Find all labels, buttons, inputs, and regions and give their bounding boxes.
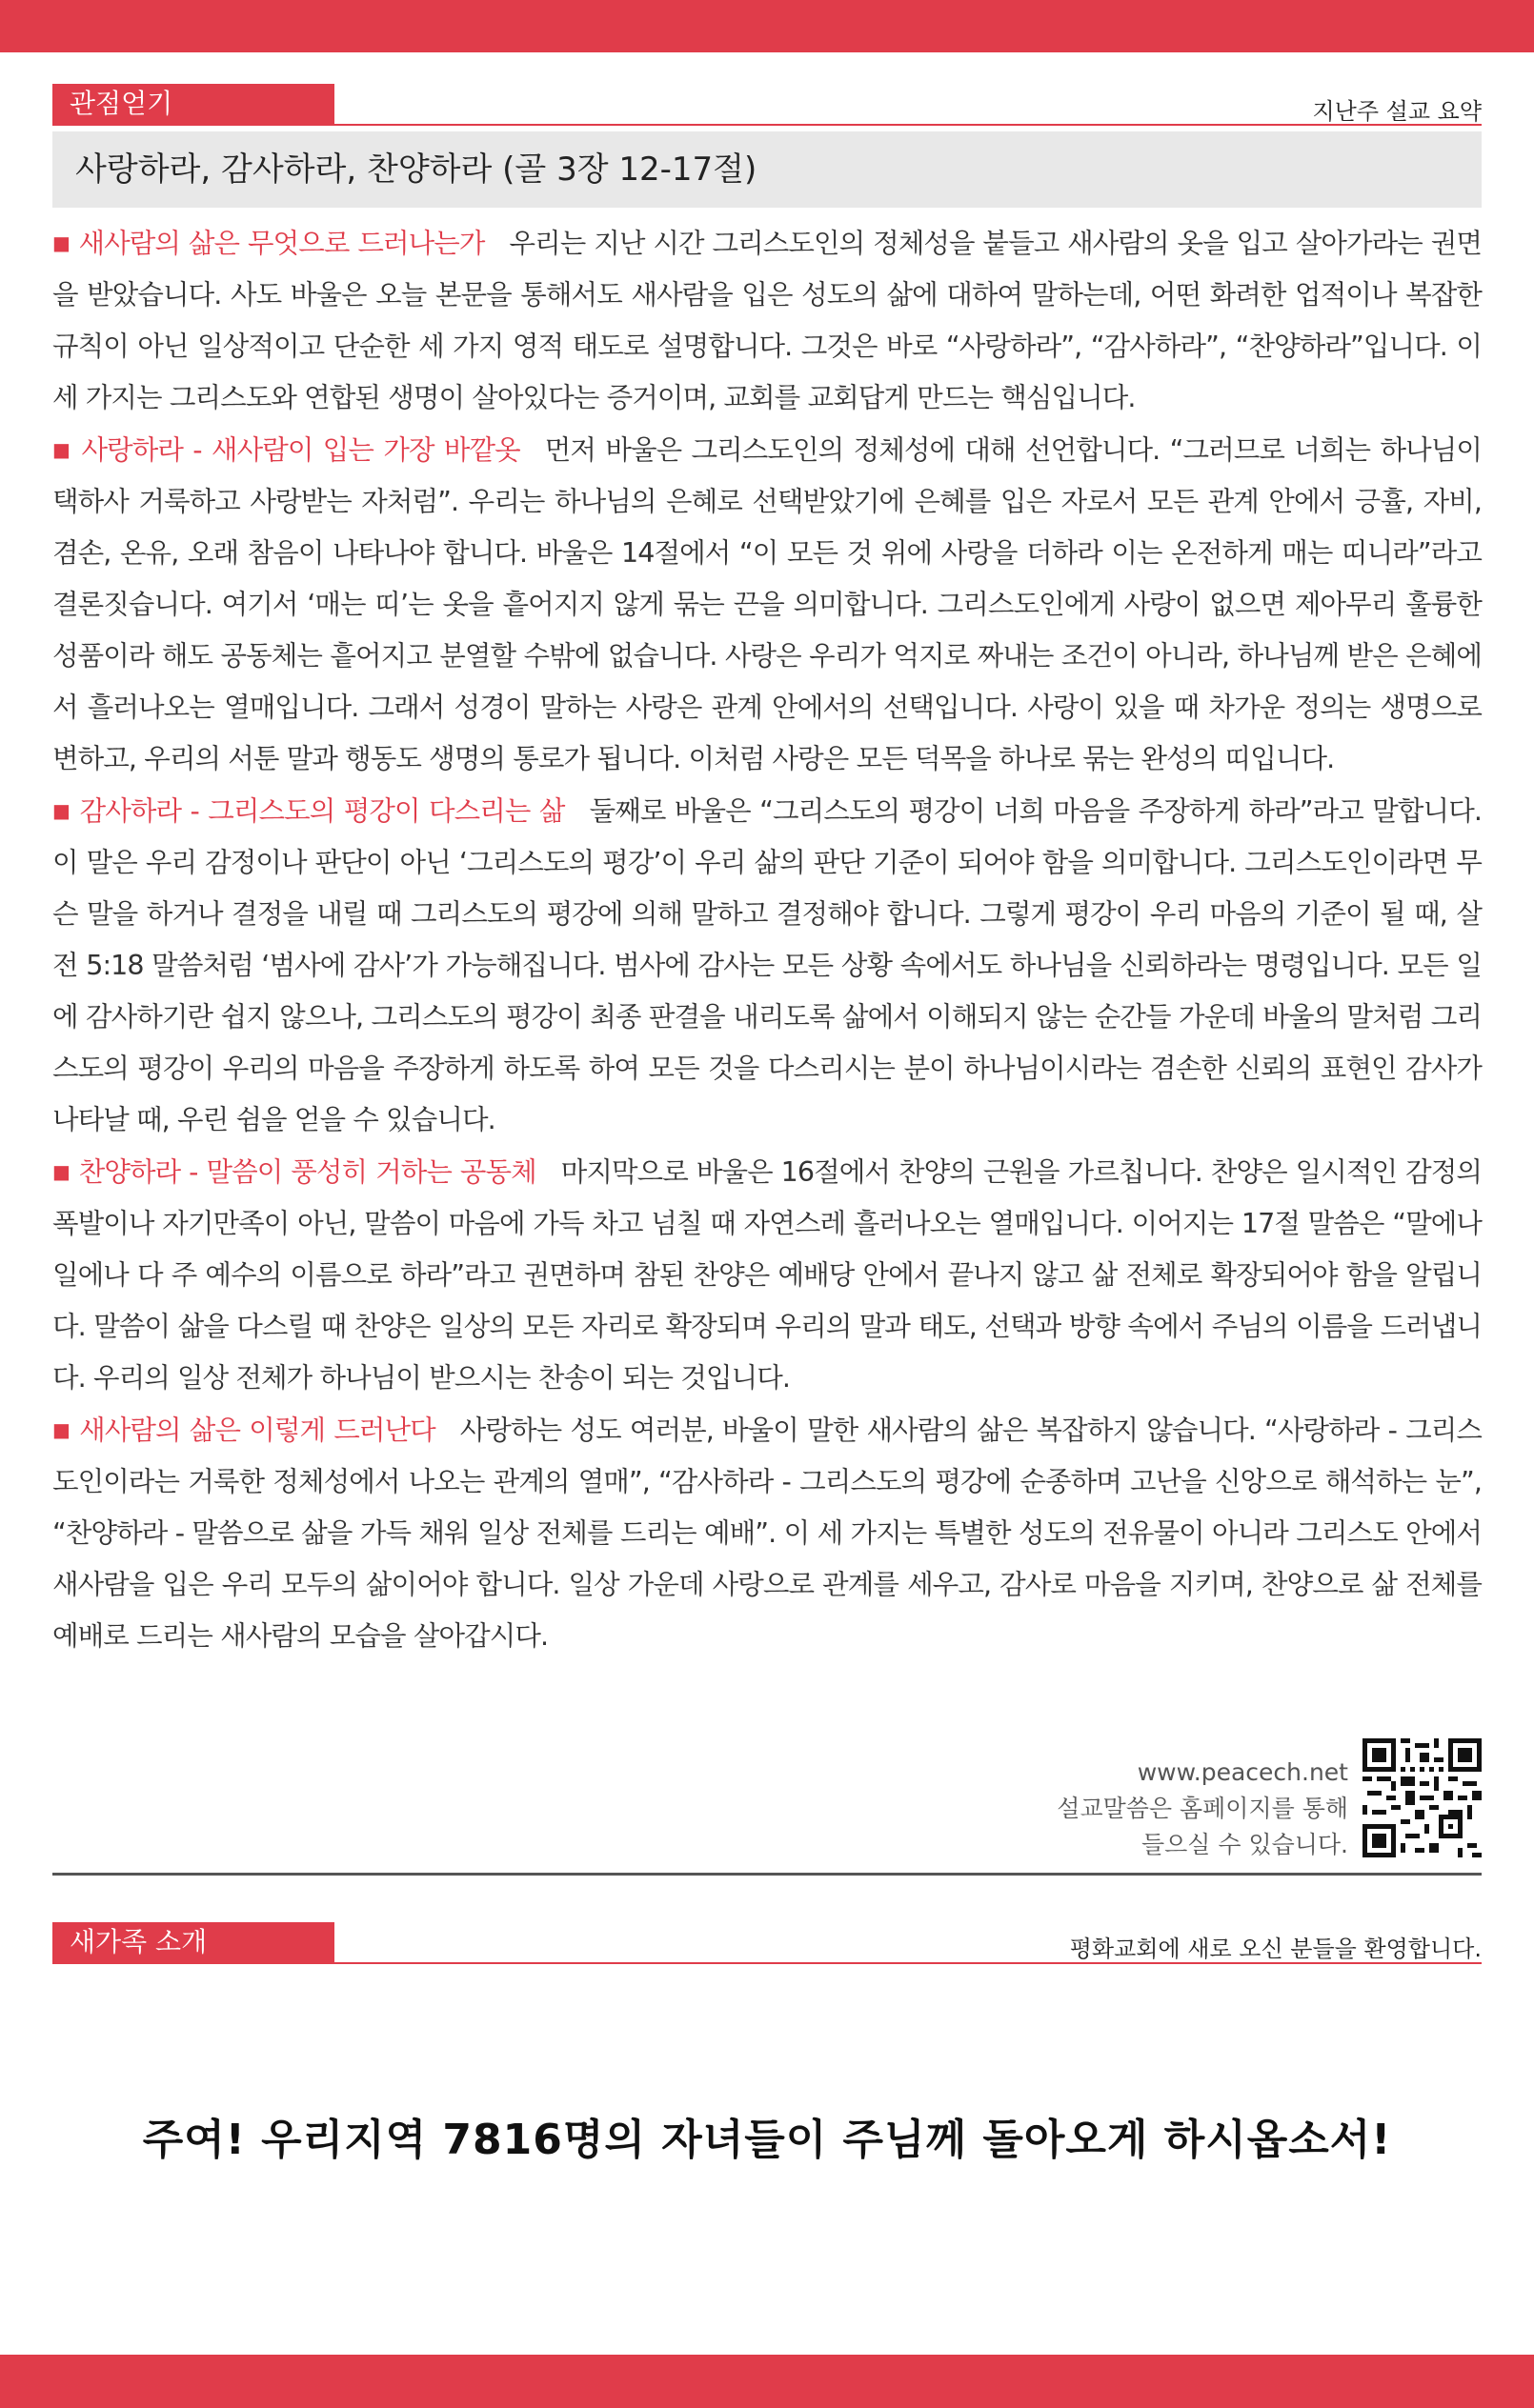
top-decorative-bar xyxy=(0,0,1534,52)
paragraph-text: 먼저 바울은 그리스도인의 정체성에 대해 선언합니다. “그러므로 너희는 하나님이 택하사 거룩하고 사랑받는 자처럼”. 우리는 하나님의 은혜로 선택받았기에 은혜를 입은 자로서 모든 관계 안에서 긍휼, 자비, 겸손, 온유, 오래 참음이 나타나야 합니다. 바울은 14절에서 “이 모든 것 위에 사랑을 더하라 이는 온전하게 매는 띠니라”라고 결론짓습니다. 여기서 ‘매는 띠’는 옷을 흩어지지 않게 묶는 끈을 의미합니다. 그리스도인에게 사랑이 없으면 제아무리 훌륭한 성품이라 해도 공동체는 흩어지고 분열할 수밖에 없습니다. 사랑은 우리가 억지로 짜내는 조건이 아니라, 하나님께 받은 은혜에서 흘러나오는 열매입니다. 그래서 성경이 말하는 사랑은 관계 안에서의 선택입니다. 사랑이 있을 때 차가운 정의는 생명으로 변하고, 우리의 서툰 말과 행동도 생명의 통로가 됩니다. 이처럼 사랑은 모든 덕목을 하나로 묶는 완성의 띠입니다. xyxy=(52,434,1482,774)
sermon-body xyxy=(52,217,1482,1662)
website-info xyxy=(1057,1755,1348,1863)
paragraph-heading: 새사람의 삶은 이렇게 드러난다 xyxy=(79,1415,435,1446)
website-link[interactable]: www.peacech.net xyxy=(1137,1758,1348,1786)
paragraph-heading: 감사하라 - 그리스도의 평강이 다스리는 삶 xyxy=(79,795,565,827)
sermon-title: 사랑하라, 감사하라, 찬양하라 (골 3장 12-17절) xyxy=(52,131,1482,208)
bullet-icon: ■ xyxy=(52,799,71,822)
bottom-decorative-bar xyxy=(0,2355,1534,2408)
sermon-section-tab: 관점얻기 xyxy=(52,84,334,124)
newcomer-section-subtitle: 평화교회에 새로 오신 분들을 환영합니다. xyxy=(1069,1936,1482,1962)
bullet-icon: ■ xyxy=(52,1418,71,1441)
sermon-paragraph xyxy=(52,1146,1482,1404)
qr-code-icon[interactable] xyxy=(1362,1738,1482,1857)
sermon-section-line xyxy=(52,124,1482,126)
sermon-paragraph xyxy=(52,1404,1482,1662)
sermon-paragraph xyxy=(52,785,1482,1146)
bullet-icon: ■ xyxy=(52,231,71,254)
paragraph-text: 우리는 지난 시간 그리스도인의 정체성을 붙들고 새사람의 옷을 입고 살아가라는 권면을 받았습니다. 사도 바울은 오늘 본문을 통해서도 새사람을 입은 성도의 삶에 대하여 말하는데, 어떤 화려한 업적이나 복잡한 규칙이 아닌 일상적이고 단순한 세 가지 영적 태도로 설명합니다. 그것은 바로 “사랑하라”, “감사하라”, “찬양하라”입니다. 이 세 가지는 그리스도와 연합된 생명이 살아있다는 증거이며, 교회를 교회답게 만드는 핵심입니다. xyxy=(52,228,1482,413)
bullet-icon: ■ xyxy=(52,1160,71,1183)
sermon-section-subtitle: 지난주 설교 요약 xyxy=(1312,98,1482,125)
paragraph-text: 마지막으로 바울은 16절에서 찬양의 근원을 가르칩니다. 찬양은 일시적인 감정의 폭발이나 자기만족이 아닌, 말씀이 마음에 가득 차고 넘칠 때 자연스레 흘러나오는 열매입니다. 이어지는 17절 말씀은 “말에나 일에나 다 주 예수의 이름으로 하라”라고 권면하며 참된 찬양은 예배당 안에서 끝나지 않고 삶 전체로 확장되어야 함을 알립니다. 말씀이 삶을 다스릴 때 찬양은 일상의 모든 자리로 확장되며 우리의 말과 태도, 선택과 방향 속에서 주님의 이름을 드러냅니다. 우리의 일상 전체가 하나님이 받으시는 찬송이 되는 것입니다. xyxy=(52,1156,1482,1394)
section-divider xyxy=(52,1873,1482,1876)
bullet-icon: ■ xyxy=(52,438,72,461)
prayer-banner: 주여! 우리지역 7816명의 자녀들이 주님께 돌아오게 하시옵소서! xyxy=(142,2116,1392,2164)
sermon-paragraph xyxy=(52,217,1482,424)
paragraph-text: 둘째로 바울은 “그리스도의 평강이 너희 마음을 주장하게 하라”라고 말합니다. 이 말은 우리 감정이나 판단이 아닌 ‘그리스도의 평강’이 우리 삶의 판단 기준이 되어야 함을 의미합니다. 그리스도인이라면 무슨 말을 하거나 결정을 내릴 때 그리스도의 평강에 의해 말하고 결정해야 합니다. 그렇게 평강이 우리 마음의 기준이 될 때, 살전 5:18 말씀처럼 ‘범사에 감사’가 가능해집니다. 범사에 감사는 모든 상황 속에서도 하나님을 신뢰하라는 명령입니다. 모든 일에 감사하기란 쉽지 않으나, 그리스도의 평강이 최종 판결을 내리도록 삶에서 이해되지 않는 순간들 가운데 바울의 말처럼 그리스도의 평강이 우리의 마음을 주장하게 하도록 하여 모든 것을 다스리시는 분이 하나님이시라는 겸손한 신뢰의 표현인 감사가 나타날 때, 우린 쉼을 얻을 수 있습니다. xyxy=(52,795,1482,1135)
sermon-paragraph xyxy=(52,424,1482,785)
newcomer-section-tab: 새가족 소개 xyxy=(52,1922,334,1962)
website-note-line1: 설교말씀은 홈페이지를 통해 xyxy=(1057,1795,1348,1822)
paragraph-heading: 사랑하라 - 새사람이 입는 가장 바깥옷 xyxy=(81,434,520,466)
paragraph-heading: 찬양하라 - 말씀이 풍성히 거하는 공동체 xyxy=(78,1156,536,1188)
paragraph-heading: 새사람의 삶은 무엇으로 드러나는가 xyxy=(78,228,485,259)
website-note-line2: 들으실 수 있습니다. xyxy=(1140,1831,1348,1858)
paragraph-text: 사랑하는 성도 여러분, 바울이 말한 새사람의 삶은 복잡하지 않습니다. “사랑하라 - 그리스도인이라는 거룩한 정체성에서 나오는 관계의 열매”, “감사하라 - 그리스도의 평강에 순종하며 고난을 신앙으로 해석하는 눈”, “찬양하라 - 말씀으로 삶을 가득 채워 일상 전체를 드리는 예배”. 이 세 가지는 특별한 성도의 전유물이 아니라 그리스도 안에서 새사람을 입은 우리 모두의 삶이어야 합니다. 일상 가운데 사랑으로 관계를 세우고, 감사로 마음을 지키며, 찬양으로 삶 전체를 예배로 드리는 새사람의 모습을 살아갑시다. xyxy=(52,1415,1482,1652)
